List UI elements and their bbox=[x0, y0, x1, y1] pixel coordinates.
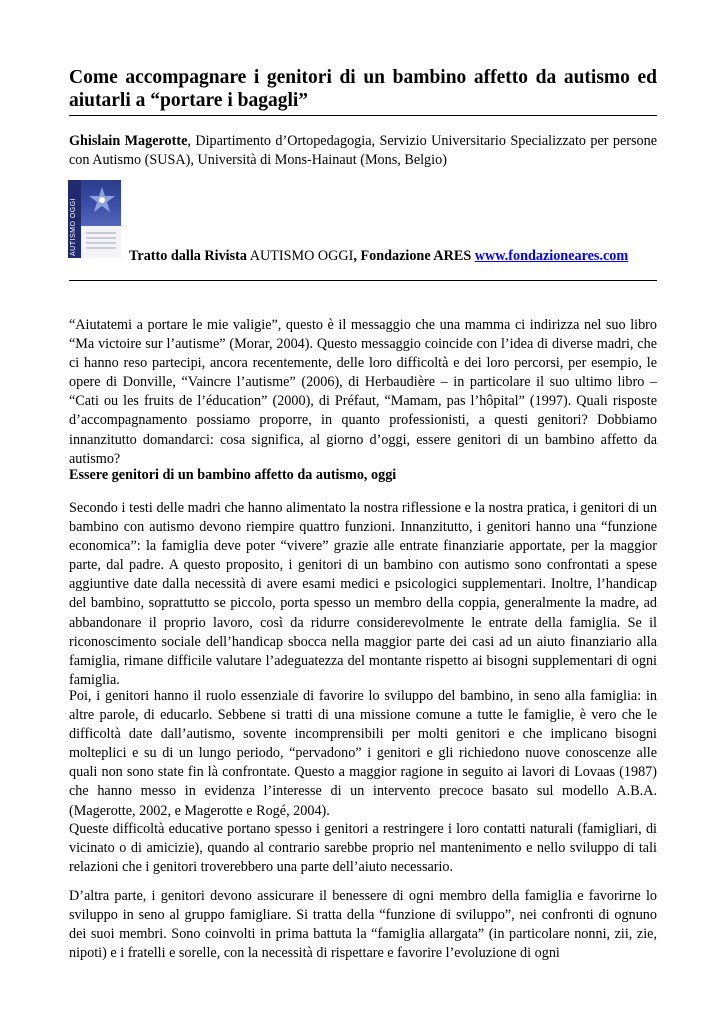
source-publisher: , Fondazione ARES bbox=[353, 248, 475, 264]
source-website-link[interactable]: www.fondazioneares.com bbox=[474, 248, 629, 264]
source-prefix: Tratto dalla Rivista bbox=[129, 248, 247, 264]
magazine-cover-image bbox=[68, 180, 121, 258]
paragraph-educational-role: Poi, i genitori hanno il ruolo essenziale di favorire lo sviluppo del bambino, in seno alla famiglia: in altre parole, di educarlo. Sebbene si tratti di una missione comune a tutte le famiglie, è vero che le difficoltà date dall’autismo, sovente incomprensibili per molti genitori e che implicano bisogni molteplici e su di un lungo periodo, “pervadono” i genitori e gli richiedono nuove conoscenze alle quali non sono state fin là confrontate. Questo a maggior ragione in seguito ai lavori di Lovaas (1987) che hanno messo in evidenza l’interesse di un intervento precoce basato sul modello A.B.A. (Magerotte, 2002, e Magerotte e Rogé, 2004). bbox=[69, 688, 657, 819]
paragraph-economic-function: Secondo i testi delle madri che hanno alimentato la nostra riflessione e la nostra pratica, i genitori di un bambino con autismo devono riempire quattro funzioni. Innanzitutto, i genitori hanno una “funzione economica”: la famiglia deve poter “vivere” grazie alle entrate finanziarie apportate, per la maggior parte, dal padre. A questo proposito, i genitori di un bambino con autismo sono confrontati a spese aggiuntive date dalla necessità di avere esami medici e psicologici supplementari. Inoltre, l’handicap del bambino, soprattutto se piccolo, porta spesso un membro della coppia, generalmente la madre, ad abbandonare il proprio lavoro, così da ridurre considerevolmente le entrate della famiglia. Se il riconoscimento sociale dell’handicap sbocca nella maggior parte dei casi ad un aiuto finanziario alla famiglia, rimane difficile valutare l’adeguatezza del montante rispetto ai bisogni supplementari di ogni famiglia. bbox=[69, 500, 657, 688]
author-affiliation: , Dipartimento d’Ortopedagogia, Servizio Universitario Specializzato per persone con Autismo (SUSA), Università di Mons-Hainaut (Mons, Belgio) bbox=[69, 133, 657, 168]
paragraph-intro: “Aiutatemi a portare le mie valigie”, questo è il messaggio che una mamma ci indirizza nel suo libro “Ma victoire sur l’autisme” (Morar, 2004). Questo messaggio coincide con l’idea di diverse madri, che ci hanno reso partecipi, ancora recentemente, delle loro difficoltà e dei loro percorsi, per esempio, le opere di Donville, “Vaincre l’autisme” (2006), di Herbaudière – in particolare il suo ultimo libro – “Cati ou les fruits de l’éducation” (2000), di Préfaut, “Mamam, pas l’hôpital” (1997). Quali risposte d’accompagnamento possiamo proporre, in quanto professionisti, a questi genitori? Dobbiamo innanzitutto domandarci: cosa significa, al giorno d’oggi, essere genitori di un bambino affetto da autismo? bbox=[69, 317, 657, 467]
source-magazine: AUTISMO OGGI bbox=[246, 248, 354, 264]
document-title: Come accompagnare i genitori di un bambino affetto da autismo ed aiutarli a “portare i bagagli” bbox=[69, 67, 657, 111]
cover-magazine-name: AUTISMO OGGI bbox=[70, 197, 77, 256]
author-line bbox=[69, 132, 657, 170]
cover-text-lines bbox=[86, 232, 116, 252]
header-divider bbox=[69, 280, 657, 281]
section-heading: Essere genitori di un bambino affetto da autismo, oggi bbox=[69, 467, 397, 483]
source-line bbox=[129, 247, 659, 266]
title-divider bbox=[69, 115, 657, 116]
paragraph-development-function: D’altra parte, i genitori devono assicurare il benessere di ogni membro della famiglia e favorirne lo sviluppo in seno al gruppo famigliare. Si tratta della “funzione di sviluppo”, nei confronti di ognuno dei suoi membri. Sono coinvolti in prima battuta la “famiglia allargata” (in particolare nonni, zii, zie, nipoti) e i fratelli e sorelle, con la necessità di rispettare e favorire l’evoluzione di ogni bbox=[69, 888, 657, 962]
paragraph-educational-difficulties: Queste difficoltà educative portano spesso i genitori a restringere i loro contatti naturali (famigliari, di vicinato o di amicizie), quando al contrario sarebbe proprio nel mantenimento e nello sviluppo di tali relazioni che i genitori troverebbero una parte dell’aiuto necessario. bbox=[69, 821, 657, 876]
author-name: Ghislain Magerotte bbox=[69, 133, 188, 149]
cover-star-icon bbox=[88, 186, 116, 214]
